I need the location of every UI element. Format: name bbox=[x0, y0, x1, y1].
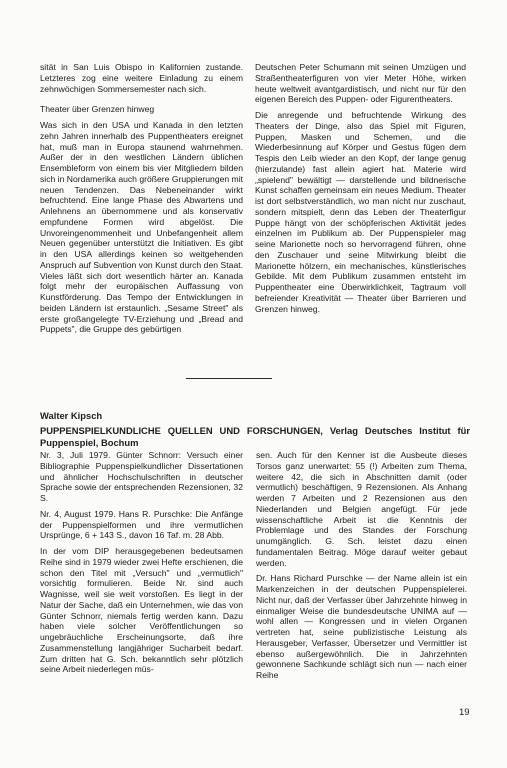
upper-right-column bbox=[255, 62, 466, 314]
lower-right-column bbox=[256, 450, 467, 681]
paragraph: Dr. Hans Richard Purschke — der Name allein ist ein Markenzeichen in der deutschen Puppenspielerei. Nicht nur, daß der Verfasser über Jahrzehnte hinweg in einmaliger Weise die bundesdeutsche UNIMA auf — wohl allen — Kongressen und in vielen Organen vertreten hat, seine publizistische Leistung als Herausgeber, Verfasser, Übersetzer und Vermittler ist ebenso außergewöhnlich. Die in Jahrzehnten gewonnene Sachkunde schlägt sich nun — nach einer Reihe bbox=[256, 573, 467, 680]
paragraph: Nr. 3, Juli 1979. Günter Schnorr: Versuch einer Bibliographie Puppenspielkundlicher Dissertationen und ähnlicher Hochschulschriften in deutscher Sprache sowie der entsprechenden Rezensionen, 32 S. bbox=[40, 450, 243, 503]
lower-left-column bbox=[40, 450, 243, 675]
paragraph: sen. Auch für den Kenner ist die Ausbeute dieses Torsos ganz unerwartet: 55 (!) Arbeiten zum Thema, weitere 42, die sich in Abschnitten damit (oder vermutlich) beschäftigen, 9 Rezensionen. Als Anhang werden 7 Arbeiten und 2 Rezensionen aus den Niederlanden und Belgien angefügt. Für jede wissenschaftliche Arbeit ist die Kenntnis der Problemlage und des Standes der Forschung unumgänglich. G. Sch. leistet dazu einen fundamentalen Beitrag. Möge darauf weiter gebaut werden. bbox=[256, 450, 467, 568]
paragraph: Nr. 4, August 1979. Hans R. Purschke: Die Anfänge der Puppenspielformen und ihre vermutlichen Ursprünge, 6 + 143 S., davon 16 Taf. m. 28 Abb. bbox=[40, 508, 243, 541]
review-title: PUPPENSPIELKUNDLICHE QUELLEN UND FORSCHUNGEN, Verlag Deutsches Institut für Puppenspiel, Bochum bbox=[40, 425, 470, 448]
section-divider bbox=[186, 378, 272, 379]
review-author: Walter Kipsch bbox=[40, 410, 103, 421]
upper-left-column bbox=[40, 62, 243, 335]
page-number: 19 bbox=[459, 707, 470, 718]
paragraph: In der vom DIP herausgegebenen bedeutsamen Reihe sind in 1979 wieder zwei Hefte erschienen, die schon den Titel mit „Versuch" und „vermutlich" vorsichtig formulieren. Beide Nr. sind auch Wagnisse, weil sie weit vorstoßen. Es liegt in der Natur der Sache, daß ein Unternehmen, wie das von Günter Schnorr, niemals fertig werden kann. Dazu haben viele solcher Veröffentlichungen so ungebräuchliche Erscheinungsorte, daß ihre Zusammenstellung langjähriger Sucharbeit bedarf. Zum dritten hat G. Sch. bekanntlich sehr plötzlich seine Arbeit niederlegen müs- bbox=[40, 546, 243, 675]
paragraph: sität in San Luis Obispo in Kalifornien zustande. Letzteres zog eine weitere Einladung zu einem zehnwöchigen Sommersemester nach sich. bbox=[40, 62, 243, 94]
paragraph: Was sich in den USA und Kanada in den letzten zehn Jahren innerhalb des Puppentheaters ereignet hat, muß man in Europa staunend wahrnehmen. Außer der in den westlichen Ländern üblichen Ensembleform von einem bis vier Mitgliedern bilden sich in Nordamerika auch größere Gruppierungen mit neuen Tendenzen. Das Nebeneinander wirkt befruchtend. Eine lange Phase des Abwartens und Anlehnens an übernommene und als konservativ empfundene Formen wird abgelöst. Die Unvoreingenommenheit und Unbefangenheit allem Neuen gegenüber unterstützt die Initiativen. Es gibt in den USA allerdings keinen so weitgehenden Anspruch auf Subvention von Kunst durch den Staat. Vieles läßt sich dort wesentlich härter an. Kanada folgt mehr der europäischen Auffassung von Kunstförderung. Das Tempo der Entwicklungen in beiden Ländern ist erstaunlich. „Sesame Street" als erste großangelegte TV-Erziehung und „Bread and Puppets", die Gruppe des gebürtigen bbox=[40, 120, 244, 335]
paragraph: Deutschen Peter Schumann mit seinen Umzügen und Straßentheaterfiguren von vier Meter Höhe, wirken heute weltweit avantgardistisch, und nicht nur für den eigenen Bereich des Puppen- oder Figurentheaters. bbox=[255, 62, 466, 105]
section-heading: Theater über Grenzen hinweg bbox=[40, 104, 155, 115]
paragraph: Die anregende und befruchtende Wirkung des Theaters der Dinge, also das Spiel mit Figuren, Puppen, Masken und Schemen, und die Wiederbesinnung auf Körper und Gestus fügen dem Tespis den Leib wieder an den Kopf, der lange genug (hierzulande) fast allein agiert hat. Materie wird „spielend" bewältigt — darstellende und bildnerische Kunst schaffen gemeinsam ein neues Medium. Theater ist dort selbstverständlich, wo man nicht nur zuschaut, sondern mitspielt, denn das Leben der Theaterfigur Puppe hängt von der schöpferischen Aktivität jedes einzelnen im Publikum ab. Der Puppenspieler mag seine Marionette noch so hervorragend führen, ohne den Zuschauer und seine Mitwirkung bleibt die Marionette hölzern, ein mechanisches, künstlerisches Gebilde. Mit dem Publikum zusammen entsteht im Puppentheater eine Überwirklichkeit, Tagtraum voll befreiender Kreativität — Theater über Barrieren und Grenzen hinweg. bbox=[255, 110, 466, 314]
